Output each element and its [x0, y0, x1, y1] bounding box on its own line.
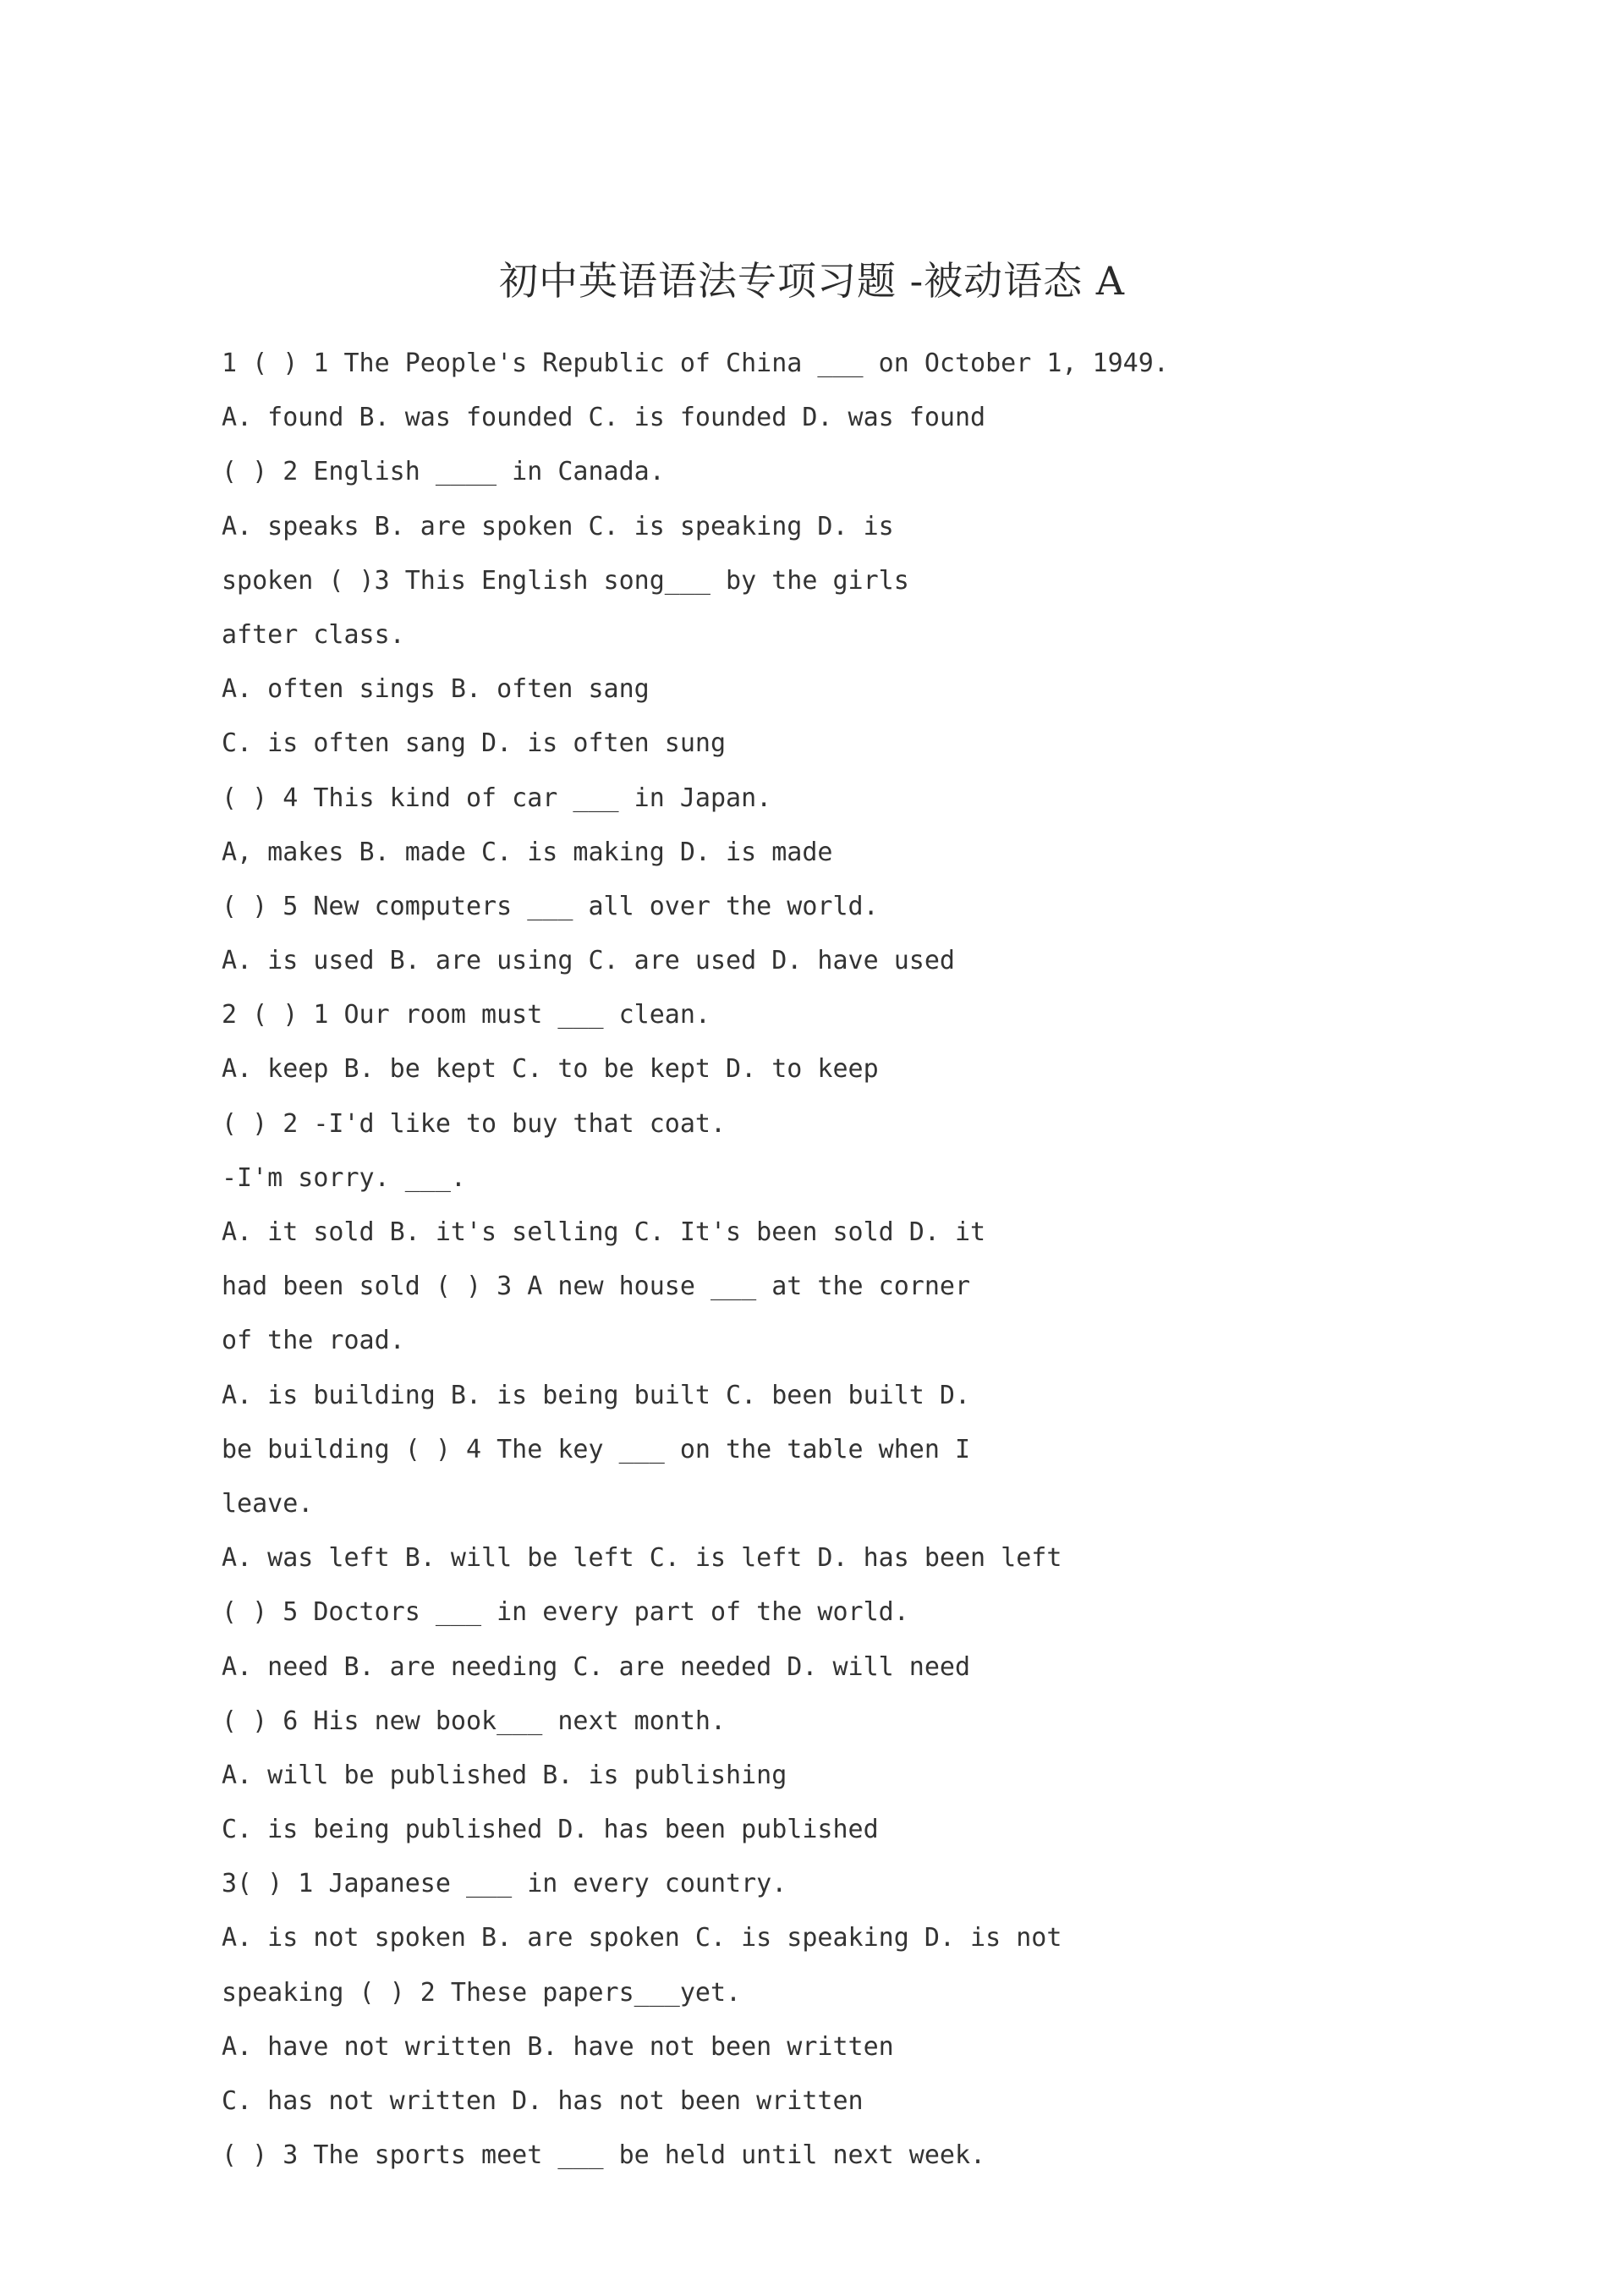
text-line: ( ) 3 The sports meet ___ be held until next week. — [222, 2140, 986, 2171]
text-line: A. need B. are needing C. are needed D. will need — [222, 1651, 971, 1682]
text-line: ( ) 4 This kind of car ___ in Japan. — [222, 783, 772, 813]
document-title: 初中英语语法专项习题 -被动语态 A — [498, 258, 1125, 304]
text-line: 3( ) 1 Japanese ___ in every country. — [222, 1869, 787, 1899]
text-line: A. will be published B. is publishing — [222, 1760, 787, 1790]
text-line: A. found B. was founded C. is founded D. was found — [222, 403, 986, 433]
text-line: A. is not spoken B. are spoken C. is speaking D. is not — [222, 1923, 1062, 1953]
text-line: leave. — [222, 1488, 314, 1519]
text-line: A. speaks B. are spoken C. is speaking D. is — [222, 511, 894, 541]
text-line: -I'm sorry. ___. — [222, 1162, 466, 1193]
text-line: A, makes B. made C. is making D. is made — [222, 837, 833, 867]
text-line: A. was left B. will be left C. is left D. has been left — [222, 1543, 1062, 1574]
text-line: had been sold ( ) 3 A new house ___ at the corner — [222, 1272, 971, 1302]
exercise-lines — [222, 337, 1490, 2183]
text-line: speaking ( ) 2 These papers___yet. — [222, 1977, 742, 2008]
text-line: ( ) 2 English ____ in Canada. — [222, 457, 665, 487]
text-line: 2 ( ) 1 Our room must ___ clean. — [222, 1000, 710, 1030]
text-line: ( ) 5 Doctors ___ in every part of the world. — [222, 1597, 909, 1628]
text-line: of the road. — [222, 1326, 405, 1356]
text-line: A. often sings B. often sang — [222, 674, 650, 705]
text-line: after class. — [222, 619, 405, 650]
text-line: A. have not written B. have not been written — [222, 2031, 894, 2062]
text-line: ( ) 6 His new book___ next month. — [222, 1706, 727, 1736]
text-line: A. it sold B. it's selling C. It's been sold D. it — [222, 1217, 986, 1247]
text-line: ( ) 2 -I'd like to buy that coat. — [222, 1108, 727, 1139]
text-line: C. is often sang D. is often sung — [222, 728, 727, 759]
text-line: 1 ( ) 1 The People's Republic of China ___ on October 1, 1949. — [222, 349, 1169, 378]
text-line: A. is building B. is being built C. been built D. — [222, 1380, 971, 1410]
text-line: A. keep B. be kept C. to be kept D. to keep — [222, 1054, 879, 1085]
text-line: C. is being published D. has been published — [222, 1815, 879, 1845]
text-line: C. has not written D. has not been written — [222, 2086, 864, 2116]
text-line: be building ( ) 4 The key ___ on the table when I — [222, 1434, 971, 1464]
text-line: A. is used B. are using C. are used D. have used — [222, 946, 955, 976]
text-line: spoken ( )3 This English song___ by the girls — [222, 565, 909, 596]
text-line: ( ) 5 New computers ___ all over the world. — [222, 891, 879, 921]
